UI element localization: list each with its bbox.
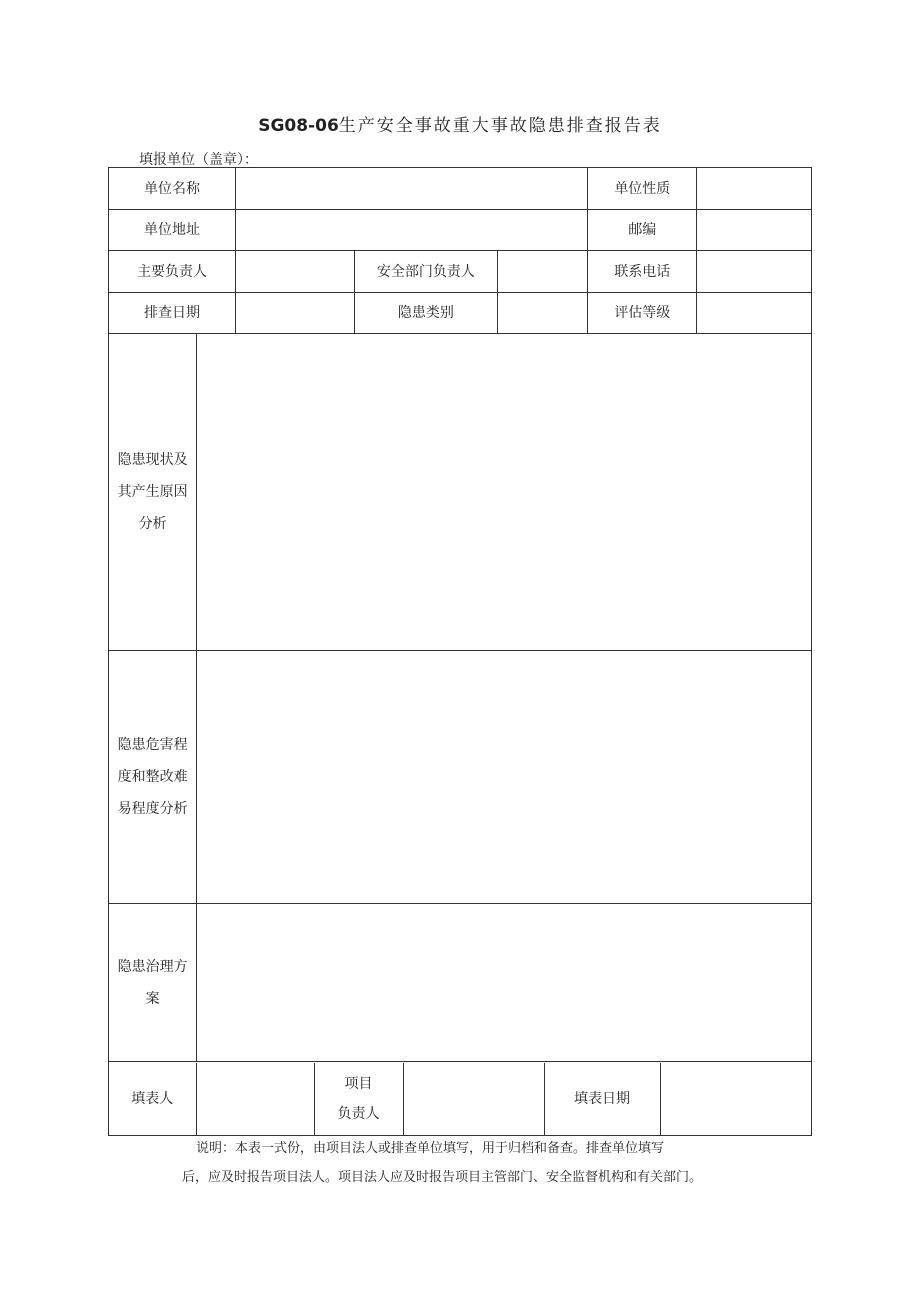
phone-label: 联系电话: [588, 251, 697, 293]
notes-line-1: 说明：本表一式份，由项目法人或排查单位填写，用于归档和备查。排查单位填写: [196, 1141, 665, 1156]
hazard-severity-label-line-1: 隐患危害程: [117, 737, 188, 753]
unit-name-field[interactable]: [235, 168, 588, 210]
check-date-field[interactable]: [235, 293, 354, 334]
check-date-label: 排查日期: [109, 293, 236, 334]
footer-row: [109, 1062, 812, 1136]
project-leader-label-line-1: 项目: [344, 1075, 373, 1092]
hazard-status-label-line-2: 其产生原因: [117, 484, 188, 500]
form-title-text: 生产安全事故重大事故隐患排查报告表: [338, 116, 662, 136]
fill-date-field[interactable]: [660, 1063, 812, 1135]
safety-leader-label: 安全部门负责人: [354, 251, 497, 293]
hazard-status-label-line-1: 隐患现状及: [117, 452, 188, 468]
main-leader-field[interactable]: [235, 251, 354, 293]
form-code: SG08-06: [258, 116, 339, 136]
footer-inner-table: [109, 1063, 812, 1135]
hazard-status-label: [109, 334, 197, 651]
fill-date-label: 填表日期: [544, 1063, 660, 1135]
treatment-plan-label: [109, 904, 197, 1062]
hazard-severity-label: [109, 651, 197, 904]
filler-field[interactable]: [196, 1063, 314, 1135]
treatment-plan-label-line-1: 隐患治理方: [117, 958, 188, 975]
filler-label: 填表人: [109, 1063, 196, 1135]
postcode-label: 邮编: [588, 210, 697, 251]
hazard-severity-label-line-2: 度和整改难: [117, 769, 188, 785]
hazard-severity-label-line-3: 易程度分析: [117, 801, 188, 817]
treatment-plan-label-line-2: 案: [145, 990, 160, 1007]
unit-address-label: 单位地址: [109, 210, 236, 251]
hazard-status-label-line-3: 分析: [138, 516, 167, 532]
project-leader-label-line-2: 负责人: [337, 1105, 380, 1122]
postcode-field[interactable]: [697, 210, 812, 251]
unit-name-label: 单位名称: [109, 168, 236, 210]
project-leader-label: [314, 1063, 403, 1135]
rating-field[interactable]: [697, 293, 812, 334]
hazard-type-label: 隐患类别: [354, 293, 497, 334]
main-leader-label: 主要负责人: [109, 251, 236, 293]
form-title: [0, 111, 920, 136]
reporting-unit-label: 填报单位（盖章）：: [139, 152, 258, 168]
rating-label: 评估等级: [588, 293, 697, 334]
unit-nature-field[interactable]: [697, 168, 812, 210]
unit-nature-label: 单位性质: [588, 168, 697, 210]
project-leader-field[interactable]: [403, 1063, 544, 1135]
report-form-table: [108, 167, 812, 1136]
unit-address-field[interactable]: [235, 210, 588, 251]
treatment-plan-field[interactable]: [197, 904, 812, 1062]
hazard-type-field[interactable]: [498, 293, 588, 334]
phone-field[interactable]: [697, 251, 812, 293]
hazard-status-field[interactable]: [197, 334, 812, 651]
hazard-severity-field[interactable]: [197, 651, 812, 904]
safety-leader-field[interactable]: [498, 251, 588, 293]
notes-line-2: 后，应及时报告项目法人。项目法人应及时报告项目主管部门、安全监督机构和有关部门。: [182, 1170, 703, 1185]
